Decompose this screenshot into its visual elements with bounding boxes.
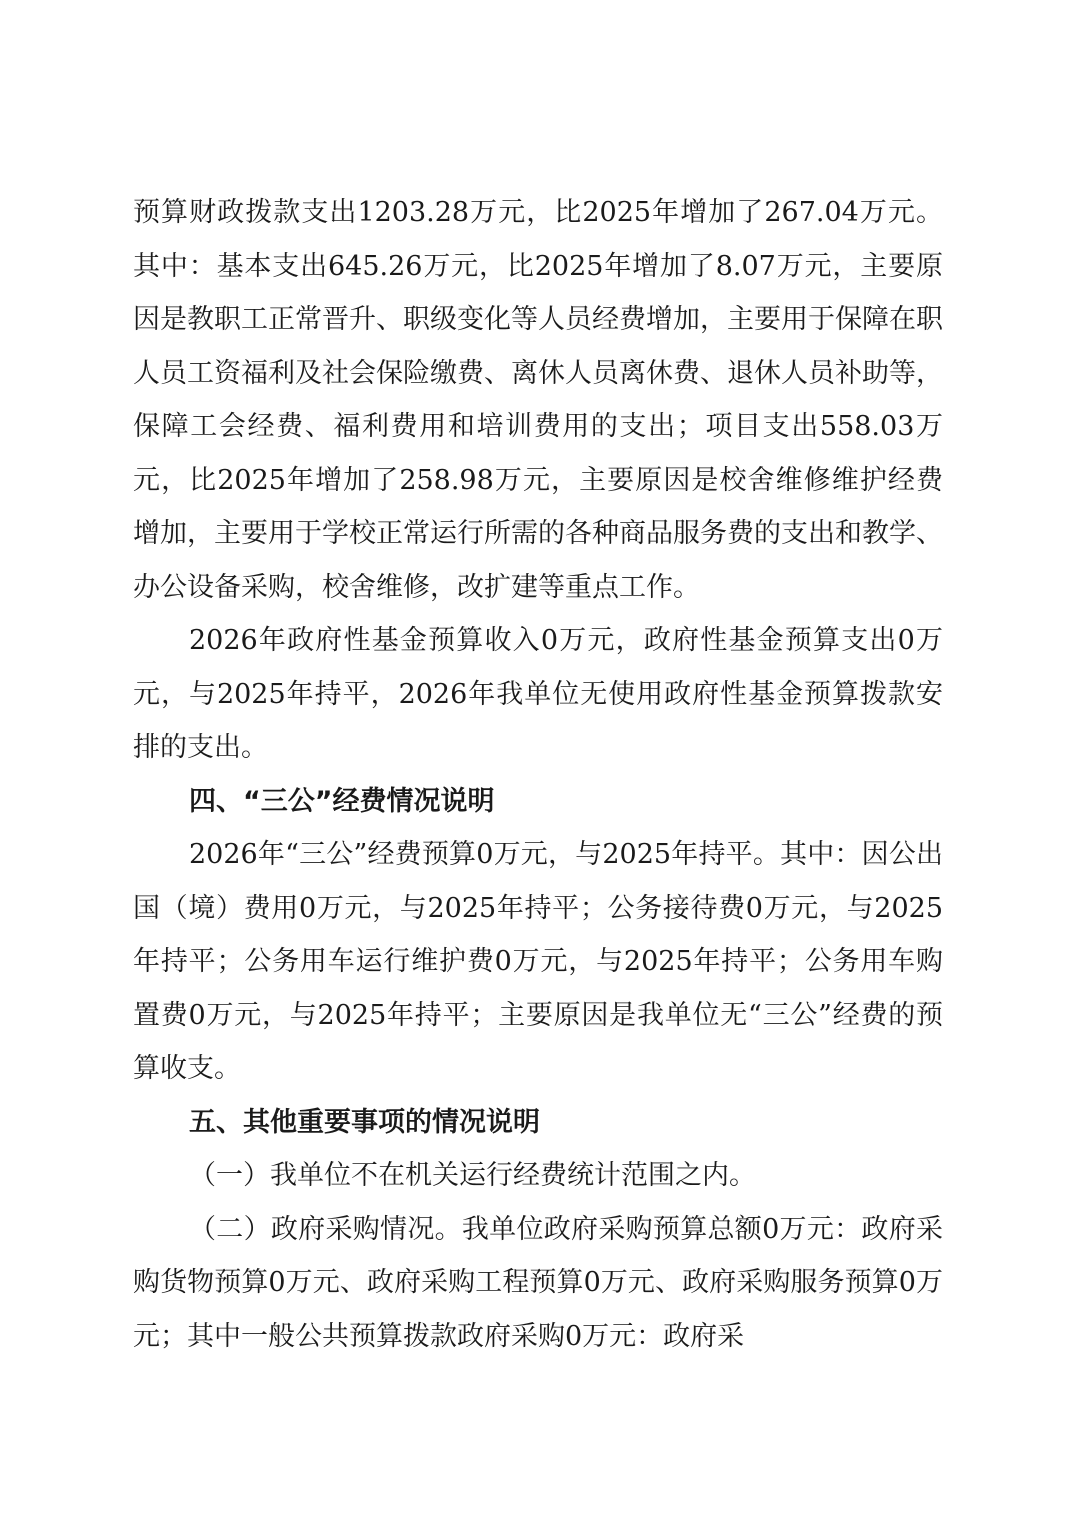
paragraph-government-fund: 2026年政府性基金预算收入0万元，政府性基金预算支出0万元，与2025年持平，2026年我单位无使用政府性基金预算拨款安排的支出。: [133, 625, 943, 763]
section-heading-three-public: 四、“三公”经费情况说明: [189, 785, 495, 817]
paragraph-three-public-expenses: 2026年“三公”经费预算0万元，与2025年持平。其中：因公出国（境）费用0万元，与2025年持平；公务接待费0万元，与2025年持平；公务用车运行维护费0万元，与2025年持平；公务用车购置费0万元，与2025年持平；主要原因是我单位无“三公”经费的预算收支。: [133, 839, 943, 1084]
paragraph-government-procurement: （二）政府采购情况。我单位政府采购预算总额0万元：政府采购货物预算0万元、政府采购工程预算0万元、政府采购服务预算0万元；其中一般公共预算拨款政府采购0万元：政府采: [133, 1213, 943, 1352]
section-heading-other-matters: 五、其他重要事项的情况说明: [189, 1106, 540, 1138]
paragraph-budget-expenditure: 预算财政拨款支出1203.28万元，比2025年增加了267.04万元。其中：基本支出645.26万元，比2025年增加了8.07万元，主要原因是教职工正常晋升、职级变化等人员经费增加，主要用于保障在职人员工资福利及社会保险缴费、离休人员离休费、退休人员补助等，保障工会经费、福利费用和培训费用的支出；项目支出558.03万元，比2025年增加了258.98万元，主要原因是校舍维修维护经费增加，主要用于学校正常运行所需的各种商品服务费的支出和教学、办公设备采购，校舍维修，改扩建等重点工作。: [133, 197, 943, 603]
paragraph-operating-funds: （一）我单位不在机关运行经费统计范围之内。: [189, 1160, 756, 1191]
document-body: [133, 186, 943, 1363]
